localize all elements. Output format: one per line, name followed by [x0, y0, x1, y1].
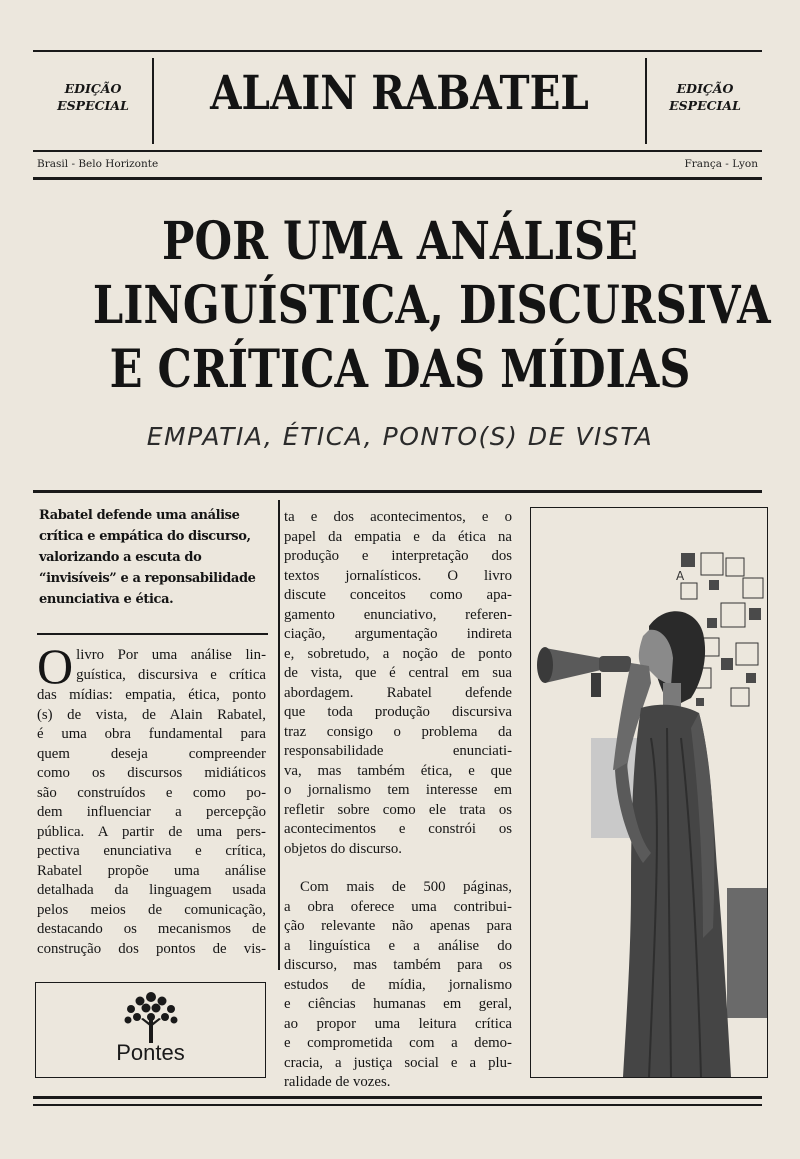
bottom-rule-2: [33, 1104, 762, 1106]
article-column-1: O livro Por uma análise lin- guística, discursiva e crítica das mídias: empatia, ética, ponto (s) de vista, de Alain Rabatel, é uma obra fundamental para quem deseja compreender como os discursos midiáticos são construídos e como po- dem influenciar a percepção pública. A partir de uma pers- pectiva enunciativa e crítica, Rabatel propõe uma análise detalhada da linguagem usada pelos meios de comunicação, destacando os mecanismos de construção dos pontos de vis-: [37, 638, 266, 957]
edition-label-left: EDIÇÃO ESPECIAL: [57, 81, 129, 113]
publisher-logo-box: [35, 982, 266, 1078]
city-bottom-rule: [33, 177, 762, 180]
edition-label-right: EDIÇÃO ESPECIAL: [669, 81, 741, 113]
tree-icon: [116, 987, 186, 1047]
title-line-2: LINGUÍSTICA, DISCURSIVA: [92, 275, 771, 336]
book-subtitle: EMPATIA, ÉTICA, PONTO(S) DE VISTA: [146, 422, 654, 451]
masthead-divider-right: [645, 58, 647, 144]
lead-paragraph: Rabatel defende uma análise crítica e empática do discurso, valorizando a escuta do “invisíveis” e a reponsabilidade enunciativa e ética.: [39, 508, 256, 607]
top-rule: [33, 50, 762, 52]
illustration-frame: [530, 507, 768, 1078]
woman-with-megaphone-illustration: [531, 508, 767, 1077]
book-title: [30, 210, 770, 402]
column-divider: [278, 500, 280, 970]
article-column-2: ta e dos acontecimentos, e o papel da empatia e da ética na produção e interpretação dos textos jornalísticos. O livro discute conceitos como apa- gamento enunciativo, referen- ciação, argumentação indireta e, sobretudo, a noção de ponto de vista, que é central em sua abordagem. Rabatel defende que toda produção discursiva traz consigo o problema da responsabilidade enunciati- va, mas também ética, e que o jornalismo tem interesse em refletir sobre como ele trata os acontecimentos e constrói os objetos do discurso. Com mais de 500 páginas, a obra oferece uma contribui- ção relevante não apenas para a linguística e a análise do discurso, mas também para os estudos de mídia, jornalismo e ciências humanas em geral, ao propor uma leitura crítica e comprometida com a demo- cracia, a justiça social e a plu- ralidade de vozes.: [284, 509, 512, 1090]
lead-rule: [37, 633, 268, 635]
bottom-rule-1: [33, 1096, 762, 1099]
masthead-bottom-rule: [33, 150, 762, 152]
body-top-rule: [33, 490, 762, 493]
svg-text:A: A: [676, 569, 685, 583]
city-left: Brasil - Belo Horizonte: [37, 158, 159, 170]
city-right: França - Lyon: [684, 158, 758, 170]
author-name: ALAIN RABATEL: [210, 66, 589, 121]
title-line-3: E CRÍTICA DAS MÍDIAS: [109, 339, 691, 400]
publisher-name: Pontes: [116, 1040, 185, 1065]
title-line-1: POR UMA ANÁLISE: [162, 211, 638, 272]
drop-cap: O: [37, 638, 74, 694]
masthead-divider-left: [152, 58, 154, 144]
